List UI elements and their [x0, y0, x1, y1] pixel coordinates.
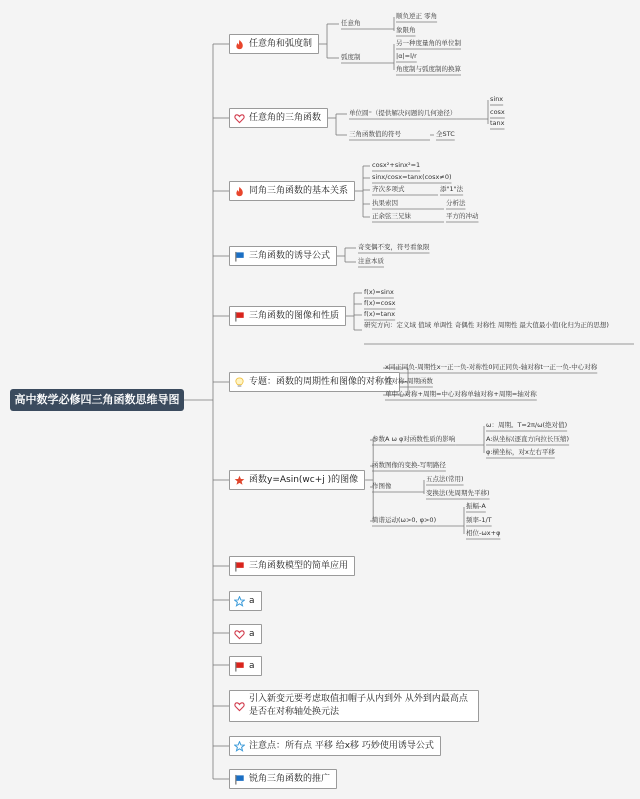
fire-icon: [234, 39, 245, 50]
branch-label: 锐角三角函数的推广: [249, 774, 331, 784]
heart-icon: [234, 629, 245, 640]
star-blue-icon: [234, 596, 245, 607]
branch-label: 三角函数的图像和性质: [249, 311, 340, 321]
star-blue-icon: [234, 741, 245, 752]
branch-node[interactable]: [229, 34, 319, 54]
star-red-icon: [234, 475, 245, 486]
branch-label: a: [249, 661, 255, 671]
sub-node[interactable]: f(x)=tanx: [364, 310, 396, 318]
sub-node[interactable]: f(x)=sinx: [364, 288, 394, 296]
branch-node[interactable]: [229, 656, 262, 676]
fire-icon: [234, 186, 245, 197]
branch-node[interactable]: [229, 470, 365, 490]
leaf-node[interactable]: 振幅-A: [466, 502, 486, 510]
branch-node[interactable]: [229, 246, 337, 266]
branch-label: 三角函数模型的简单应用: [249, 561, 349, 571]
leaf-node[interactable]: 分析法: [446, 199, 466, 207]
leaf-node[interactable]: 相位-ωx+φ: [466, 529, 501, 537]
sub-node[interactable]: 单中心对称+周期=中心对称单轴对称+周期=轴对称: [385, 390, 537, 398]
leaf-node[interactable]: tanx: [490, 119, 505, 127]
leaf-node[interactable]: 全STC: [436, 130, 455, 138]
sub-node[interactable]: 三角函数值的符号: [349, 130, 401, 138]
branch-label: 三角函数的诱导公式: [249, 251, 331, 261]
sub-node[interactable]: f(x)=cosx: [364, 299, 396, 307]
branch-node[interactable]: [229, 624, 262, 644]
branch-node[interactable]: [229, 556, 355, 576]
heart-icon: [234, 113, 245, 124]
branch-label: 函数y=Asin(wc+j )的图像: [249, 475, 359, 485]
branch-label: 注意点：所有点 平移 给x移 巧妙使用诱导公式: [249, 741, 434, 751]
leaf-node[interactable]: cosx: [490, 108, 505, 116]
sub-node[interactable]: x同正同负-周期性x一正一负-对称性0同正同负-轴对称t一正一负-中心对称: [385, 363, 598, 371]
leaf-node[interactable]: sinx: [490, 95, 504, 103]
sub-node[interactable]: 双对称-周期函数: [385, 377, 433, 385]
branch-node[interactable]: [229, 372, 400, 392]
branch-label: 同角三角函数的基本关系: [249, 186, 349, 196]
branch-node[interactable]: [229, 591, 262, 611]
leaf-node[interactable]: 角度制与弧度制的换算: [396, 65, 461, 73]
flag-red-icon: [234, 661, 245, 672]
leaf-node[interactable]: 顺负逆正 零角: [396, 12, 438, 20]
branch-label: a: [249, 629, 255, 639]
sub-node[interactable]: sinx/cosx=tanx(cosx≠0): [372, 173, 452, 181]
flag-red-icon: [234, 311, 245, 322]
leaf-node[interactable]: 变换法(先周期先平移): [426, 489, 490, 497]
sub-node[interactable]: 简谐运动(ω>0, φ>0): [372, 516, 437, 524]
sub-node[interactable]: 弧度制: [341, 53, 361, 61]
sub-node[interactable]: 研究方向：定义域 值域 单调性 奇偶性 对称性 周期性 最大值最小值(化归为正的思想): [364, 321, 609, 329]
branch-label: a: [249, 596, 255, 606]
sub-node[interactable]: 执果索因: [372, 199, 398, 207]
leaf-node[interactable]: 平方的冲动: [446, 212, 479, 220]
root-topic[interactable]: 高中数学必修四三角函数思维导图: [10, 389, 184, 411]
sub-node[interactable]: 注意本质: [358, 257, 384, 265]
branch-node[interactable]: [229, 108, 328, 128]
sub-node[interactable]: 单位圆⁼（提供解决问题的几何途径）: [349, 109, 457, 117]
sub-node[interactable]: cosx²+sinx²=1: [372, 161, 421, 169]
leaf-node[interactable]: 频率-1/T: [466, 516, 492, 524]
branch-node[interactable]: [229, 769, 337, 789]
sub-node[interactable]: 作图像: [372, 482, 392, 490]
sub-node[interactable]: 参数A ω φ对函数性质的影响: [372, 435, 456, 443]
sub-node[interactable]: 任意角: [341, 19, 361, 27]
branch-label: 任意角的三角函数: [249, 113, 322, 123]
sub-node[interactable]: 函数图像的变换-写明路径: [372, 461, 446, 469]
sub-node[interactable]: 正余弦三兄妹: [372, 212, 411, 220]
branch-node[interactable]: [229, 690, 479, 722]
branch-node[interactable]: [229, 306, 346, 326]
heart-icon: [234, 701, 245, 712]
sub-node[interactable]: 齐次多项式: [372, 185, 405, 193]
bulb-icon: [234, 377, 245, 388]
sub-node[interactable]: 奇变偶不变，符号看象限: [358, 243, 430, 251]
branch-node[interactable]: [229, 736, 441, 756]
leaf-node[interactable]: 象限角: [396, 26, 416, 34]
leaf-node[interactable]: |α|=l/r: [396, 52, 417, 60]
branch-label: 引入新变元要考虑取值扣帽子从内到外 从外到内最高点是否在对称轴处换元法: [249, 694, 468, 717]
flag-blue-icon: [234, 774, 245, 785]
branch-label: 任意角和弧度制: [249, 39, 313, 49]
leaf-node[interactable]: 另一种度量角的单位制: [396, 39, 461, 47]
leaf-node[interactable]: 添"1"法: [440, 185, 464, 193]
branch-node[interactable]: [229, 181, 355, 201]
leaf-node[interactable]: φ:横坐标，对x左右平移: [486, 448, 555, 456]
flag-blue-icon: [234, 251, 245, 262]
leaf-node[interactable]: A:纵坐标(逐直方向拉长压缩): [486, 435, 570, 443]
flag-red-icon: [234, 561, 245, 572]
leaf-node[interactable]: ω：周期。T=2π/ω(绝对值): [486, 421, 568, 429]
leaf-node[interactable]: 五点法(常用): [426, 475, 464, 483]
branch-label: 专题：函数的周期性和图像的对称性: [249, 377, 394, 387]
